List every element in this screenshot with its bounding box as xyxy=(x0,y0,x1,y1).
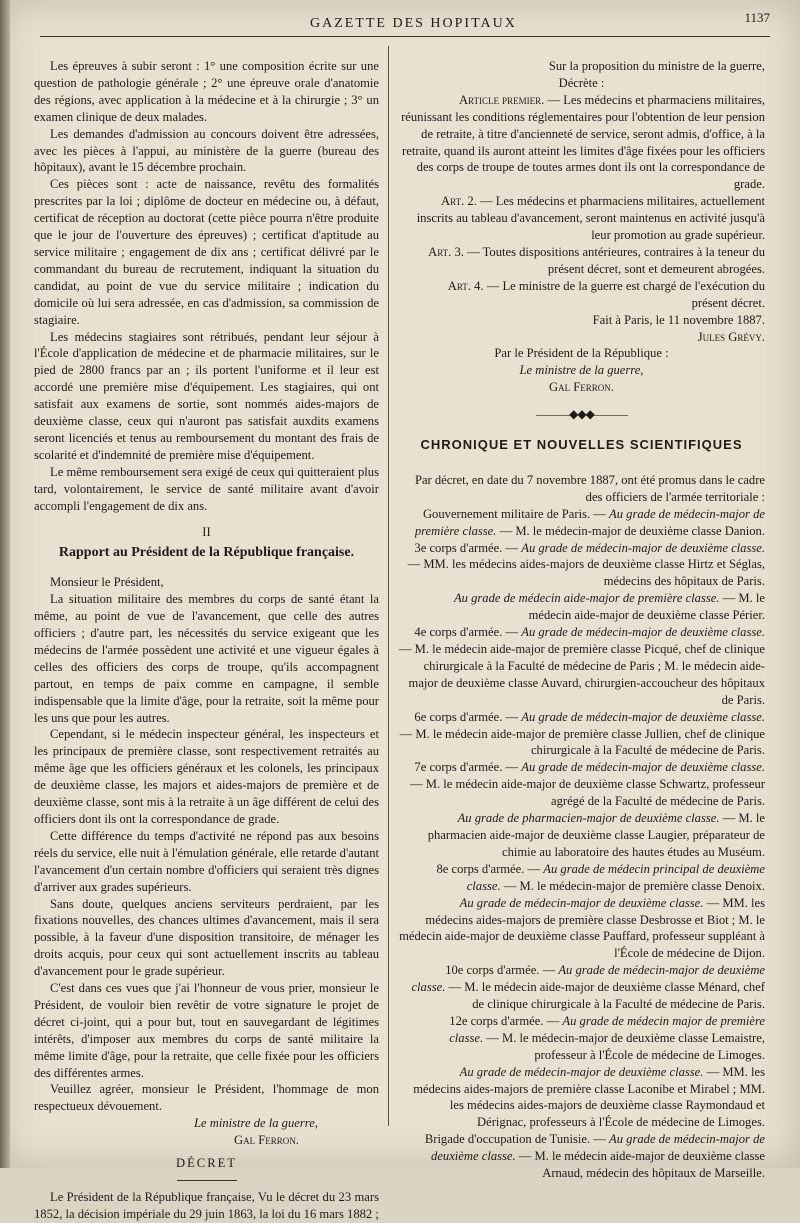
left-column xyxy=(34,58,379,1223)
paragraph: Brigade d'occupation de Tunisie. — Au grade de médecin-major de deuxième classe. — M. le médecin aide-major de deuxième classe Arnaud, médecin des hôpitaux de Marseille. xyxy=(424,1132,765,1181)
date-line: Fait à Paris, le 11 novembre 1887. xyxy=(592,312,765,327)
paragraph: 12e corps d'armée. — Au grade de médecin major de première classe. — M. le médecin-major de deuxième classe Lemaistre, professeur à l'École de médecine de Limoges. xyxy=(449,1013,765,1062)
paragraph: 10e corps d'armée. — Au grade de médecin-major de deuxième classe. — M. le médecin aide-major de deuxième classe Ménard, chef de clinique chirurgicale à la Faculté de médecine de Paris. xyxy=(411,963,765,1012)
paragraph: 6e corps d'armée. — Au grade de médecin-major de deuxième classe. — M. le médecin aide-major de première classe Jullien, chef de clinique chirurgicale à la Faculté de médecine de Paris. xyxy=(399,709,765,758)
column-divider xyxy=(388,46,389,1126)
paragraph: Cette différence du temps d'activité ne répond pas aux besoins réels du service, elle nuit à l'émulation générale, elle retarde d'autant l'avancement d'un certain nombre d'officiers qui seraient très dignes d'arriver aux grades supérieurs. xyxy=(34,828,379,894)
paragraph: Par décret, en date du 7 novembre 1887, ont été promus dans le cadre des officiers de l'armée territoriale : xyxy=(414,472,765,504)
article-text: — Les médecins et pharmaciens militaires, réunissant les conditions réglementaires pour l'obtention de leur pension de retraite, à titre d'ancienneté de service, seront admis, d'office, à la retraite, quand ils auront atteint les limites d'âge fixées pour les officiers des corps de troupe de toutes armes dont ils ont la correspondance de grade. xyxy=(401,92,765,192)
article-text: — Les médecins et pharmaciens militaires, actuellement inscrits au tableau d'avancement, seront maintenus en activité jusqu'à leur promotion au grade supérieur. xyxy=(416,194,765,243)
article xyxy=(398,92,765,193)
paragraph: Au grade de pharmacien-major de deuxième classe. — M. le pharmacien aide-major de deuxième classe Laugier, préparateur de chimie au laboratoire des hautes études au Muséum. xyxy=(427,811,765,859)
signature-name: Gal Ferron. xyxy=(549,380,614,395)
signature-line: Par le Président de la République : xyxy=(494,346,669,361)
ornament-divider: ———◆◆◆——— xyxy=(536,407,627,422)
page-binding-edge xyxy=(0,0,10,1168)
paragraph: La situation militaire des membres du corps de santé étant la même, au point de vue de l'avancement, que celle des autres officiers ; d'autre part, les nécessités du service exigeant que les médecins de l'armée possèdent une activité et une vigueur égales à celles des officiers des corps de troupe, qu'ils accompagnent partout, en temps de paix comme en campagne, il semble indispensable que la limite d'âge, pour la retraite, soit la même pour les uns que pour les autres. xyxy=(34,592,379,725)
page-number: 1137 xyxy=(744,10,770,25)
paragraph: Les demandes d'admission au concours doivent être adressées, avec les pièces à l'appui, au ministère de la guerre (bureau des hôpitaux), avant le 15 décembre prochain. xyxy=(34,126,379,175)
article xyxy=(398,193,765,244)
signature-title: Le ministre de la guerre, xyxy=(519,363,644,378)
paragraph: Les médecins stagiaires sont rétribués, pendant leur séjour à l'École d'application de médecine et de pharmacie militaires, sur le pied de 2800 francs par an ; ils portent l'uniforme et il leur est accordé une première mise d'équipement. Les stagiaires, qui ont satisfait aux examens de sortie, sont nommés aides-majors de deuxième classe, ceux qui n'auront pas satisfait auxdits examens seront licenciés et tenus au remboursement du montant des frais de scolarité et d'indemnité de première mise d'équipement. xyxy=(34,329,379,462)
paragraph: Gouvernement militaire de Paris. — Au grade de médecin-major de première classe. — M. le médecin-major de deuxième classe Danion. xyxy=(414,506,765,538)
paragraph: 7e corps d'armée. — Au grade de médecin-major de deuxième classe. — M. le médecin aide-major de deuxième classe Schwartz, professeur agrégé de la Faculté de médecine de Paris. xyxy=(410,760,765,809)
paragraph: Sans doute, quelques anciens serviteurs perdraient, par les fixations nouvelles, des chances ultimes d'avancement, mais il sera possible, à la faveur d'une disposition transitoire, de ménager les droits acquis, pour ceux qui sont actuellement inscrits au tableau d'avancement pour le grade supérieur. xyxy=(34,896,379,979)
signature-title: Le ministre de la guerre, xyxy=(194,1116,318,1131)
page-header xyxy=(30,10,770,34)
paragraph: Au grade de médecin aide-major de première classe. — M. le médecin aide-major de deuxième classe Périer. xyxy=(453,591,765,623)
paragraph: Cependant, si le médecin inspecteur général, les inspecteurs et les principaux de première classe, sont respectivement retraités au même âge que les officiers généraux et les colonels, les principaux de deuxième classe, les majors et aides-majors de première et de deuxième classe, sont mis à la retraite à un âge différent de celui des officiers dont ils ont la correspondance de grade. xyxy=(34,727,379,826)
publication-title: GAZETTE DES HOPITAUX xyxy=(310,16,517,31)
decree-heading: Décrète : xyxy=(558,75,605,90)
report-title: Rapport au Président de la République française. xyxy=(58,545,355,561)
signature-name: Gal Ferron. xyxy=(234,1133,299,1148)
paragraph: Sur la proposition du ministre de la guerre, xyxy=(548,59,765,73)
article xyxy=(398,244,765,278)
paragraph: Au grade de médecin-major de deuxième classe. — MM. les médecins aides-majors de première classe Laconibe et Mirabel ; MM. les médecins aides-majors de deuxième classe Raymondaud et Dérignac, professeurs à l'École de médecine de Limoges. xyxy=(413,1064,765,1130)
header-rule xyxy=(40,36,770,37)
paragraph: Veuillez agréer, monsieur le Président, l'hommage de mon respectueux dévouement. xyxy=(34,1082,379,1114)
article-label: Art. 2. xyxy=(441,194,480,209)
article-label: Art. 4. xyxy=(447,278,487,293)
signature-name: Jules Grévy. xyxy=(697,329,765,344)
paragraph: 4e corps d'armée. — Au grade de médecin-major de deuxième classe. — M. le médecin aide-major de première classe Picqué, chef de clinique chirurgicale à la Faculté de médecine de Paris ; M. le médecin aide-major de deuxième classe Auvard, chirurgien-accoucheur des hôpitaux de Paris. xyxy=(398,625,765,707)
paragraph: Ces pièces sont : acte de naissance, revêtu des formalités prescrites par la loi ; diplôme de docteur en médecine ou, à défaut, certificat de réception au doctorat (cette pièce pourra n'être produite que le jour de l'ouverture des épreuves) ; certificat d'aptitude au service militaire ; engagement de dix ans ; certificat délivré par le commandant du bureau de recrutement, indiquant la situation du candidat, au point de vue du service militaire ; indication du domicile où lui sera adressée, en cas d'admission, sa commission de stagiaire. xyxy=(34,177,379,327)
article-text: — Le ministre de la guerre est chargé de l'exécution du présent décret. xyxy=(486,278,765,310)
paragraph: 8e corps d'armée. — Au grade de médecin principal de deuxième classe. — M. le médecin-major de première classe Denoix. xyxy=(436,861,765,893)
paragraph: Au grade de médecin-major de deuxième classe. — MM. les médecins aides-majors de première classe Desbrosse et Biot ; M. le médecin aide-major de deuxième classe Pauffard, professeur suppléant à l'École de médecine de Dijon. xyxy=(399,895,765,961)
paragraph: Le même remboursement sera exigé de ceux qui quitteraient plus tard, volontairement, le service de santé militaire avant d'avoir accompli l'engagement de dix ans. xyxy=(34,464,379,513)
paragraph: Le Président de la République française, Vu le décret du 23 mars 1852, la décision impériale du 29 juin 1863, la loi du 16 mars 1882 ; xyxy=(34,1190,379,1221)
paragraph: C'est dans ces vues que j'ai l'honneur de vous prier, monsieur le Président, de vouloir bien revêtir de votre signature le projet de décret ci-joint, qui a pour but, tout en sauvegardant de légitimes intérêts, d'imposer aux membres du corps de santé militaire la même limite d'âge, pour la retraite, que celle fixée pour les officiers des différentes armes. xyxy=(34,981,379,1080)
decree-heading: DÉCRET xyxy=(176,1156,237,1171)
article-text: — Toutes dispositions antérieures, contraires à la teneur du présent décret, sont et demeurent abrogées. xyxy=(467,244,765,276)
divider-rule xyxy=(177,1180,237,1181)
paragraph: Les épreuves à subir seront : 1° une composition écrite sur une question de pathologie générale ; 2° une épreuve orale d'anatomie des régions, avec application à la médecine et à la chirurgie ; 3° un examen clinique de deux malades. xyxy=(34,59,379,124)
article xyxy=(398,278,765,312)
section-number: II xyxy=(202,525,211,540)
salutation: Monsieur le Président, xyxy=(50,575,164,590)
section-heading: CHRONIQUE ET NOUVELLES SCIENTIFIQUES xyxy=(420,437,743,453)
right-column xyxy=(398,58,765,1182)
article-label: Art. 3. xyxy=(428,244,468,259)
paragraph: 3e corps d'armée. — Au grade de médecin-major de deuxième classe. — MM. les médecins aides-majors de deuxième classe Hirtz et Séglas, médecins des hôpitaux de Paris. xyxy=(407,540,765,589)
article-label: Article premier. xyxy=(458,92,548,107)
